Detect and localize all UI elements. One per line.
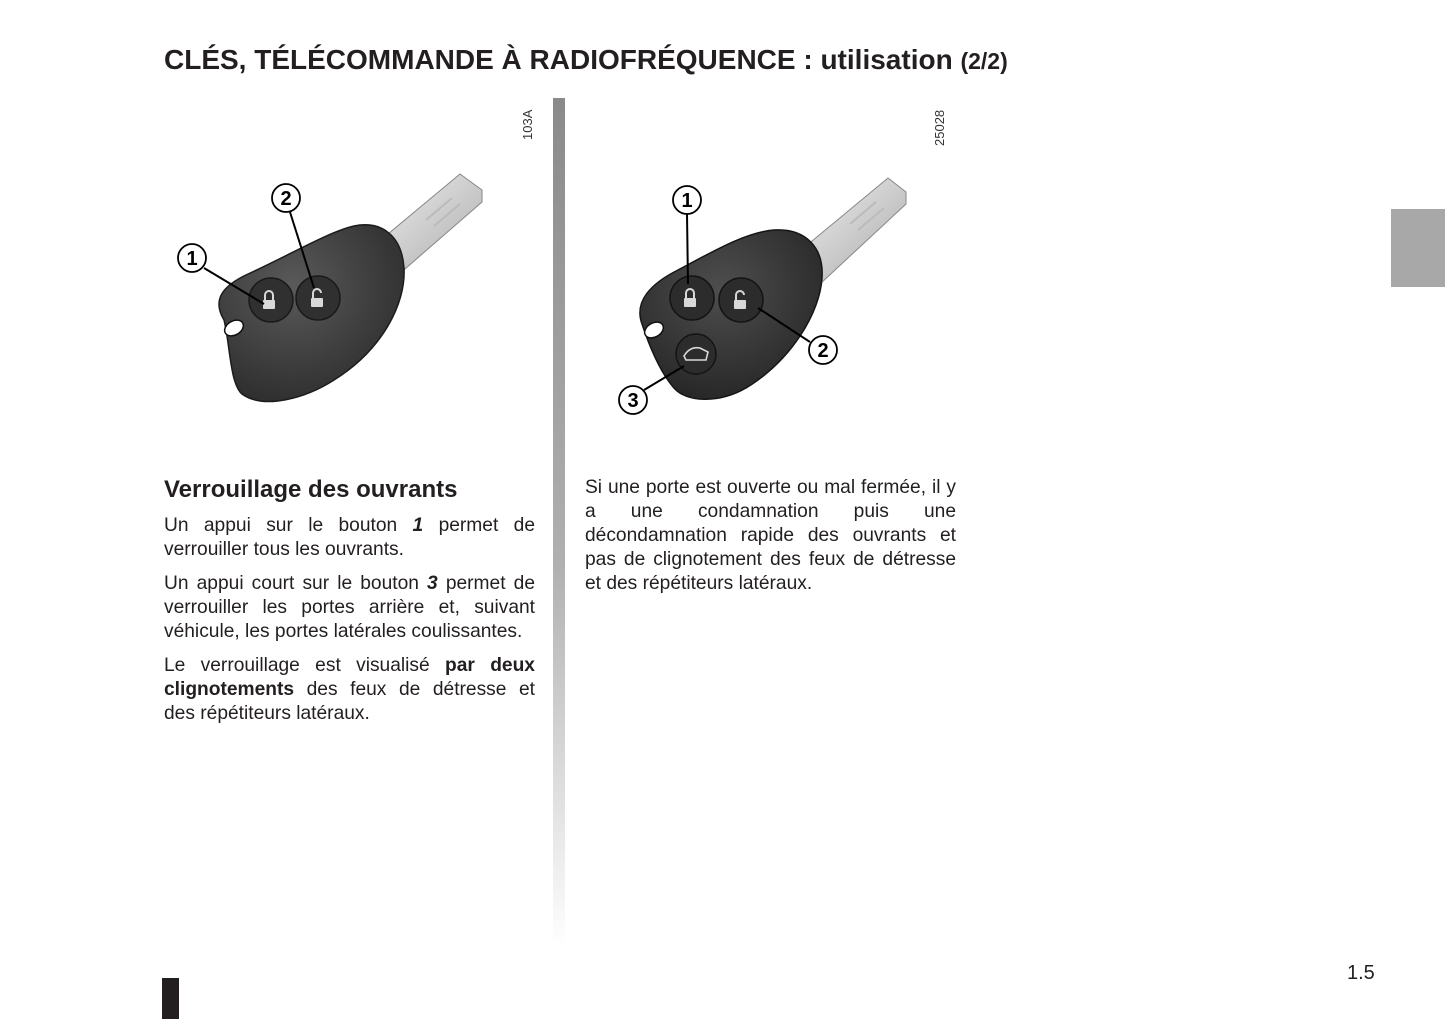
button-ref-3: 3 — [427, 573, 438, 594]
callout-line-1 — [687, 214, 688, 284]
page-number: 1.5 — [1347, 962, 1375, 984]
figure-two-button-key — [164, 98, 544, 428]
page-title — [164, 44, 1008, 76]
text-run: Un appui sur le bouton — [164, 515, 413, 536]
callout-label-1: 1 — [681, 190, 693, 212]
callout-label-2: 2 — [817, 340, 829, 362]
button-ref-1: 1 — [412, 515, 424, 536]
text-run: Le verrouillage est visualisé — [164, 655, 446, 676]
button-unlock — [719, 278, 763, 322]
callout-label-3: 3 — [627, 390, 639, 412]
paragraph-button-1 — [164, 514, 535, 562]
chapter-tab — [1391, 209, 1445, 287]
figure-three-button-key — [580, 98, 960, 428]
page-title-main: CLÉS, TÉLÉCOMMANDE À RADIOFRÉQUENCE : utilisation — [164, 44, 953, 75]
callout-label-2: 2 — [280, 188, 292, 210]
left-column-text — [164, 514, 535, 736]
text-run: Un appui court sur le bouton — [164, 573, 428, 594]
emphasis: par deux clignotements — [164, 655, 535, 700]
text-run: permet de verrouiller les portes arrière et, suivant véhicule, les portes latérales coulissantes. — [164, 573, 535, 642]
button-unlock — [296, 276, 340, 320]
text-run: permet de verrouiller tous les ouvrants. — [164, 515, 535, 560]
paragraph-visual-feedback — [164, 654, 535, 726]
section-heading: Verrouillage des ouvrants — [164, 476, 458, 503]
paragraph-button-3 — [164, 572, 535, 644]
button-lock — [670, 276, 714, 320]
page-edge-mark — [162, 978, 179, 1019]
page-title-part: (2/2) — [960, 48, 1008, 74]
column-divider — [553, 98, 565, 948]
figure-code: 103A — [520, 109, 535, 140]
callout-label-1: 1 — [186, 248, 198, 270]
text-run: des feux de détresse et des répétiteurs latéraux. — [164, 679, 535, 724]
right-column-text — [585, 476, 956, 606]
paragraph-open-door: Si une porte est ouverte ou mal fermée, il y a une condamnation puis une décondamnation rapide des ouvrants et pas de clignotement des feux de détresse et des répétiteurs latéraux. — [585, 477, 956, 594]
figure-code: 25028 — [932, 109, 947, 146]
